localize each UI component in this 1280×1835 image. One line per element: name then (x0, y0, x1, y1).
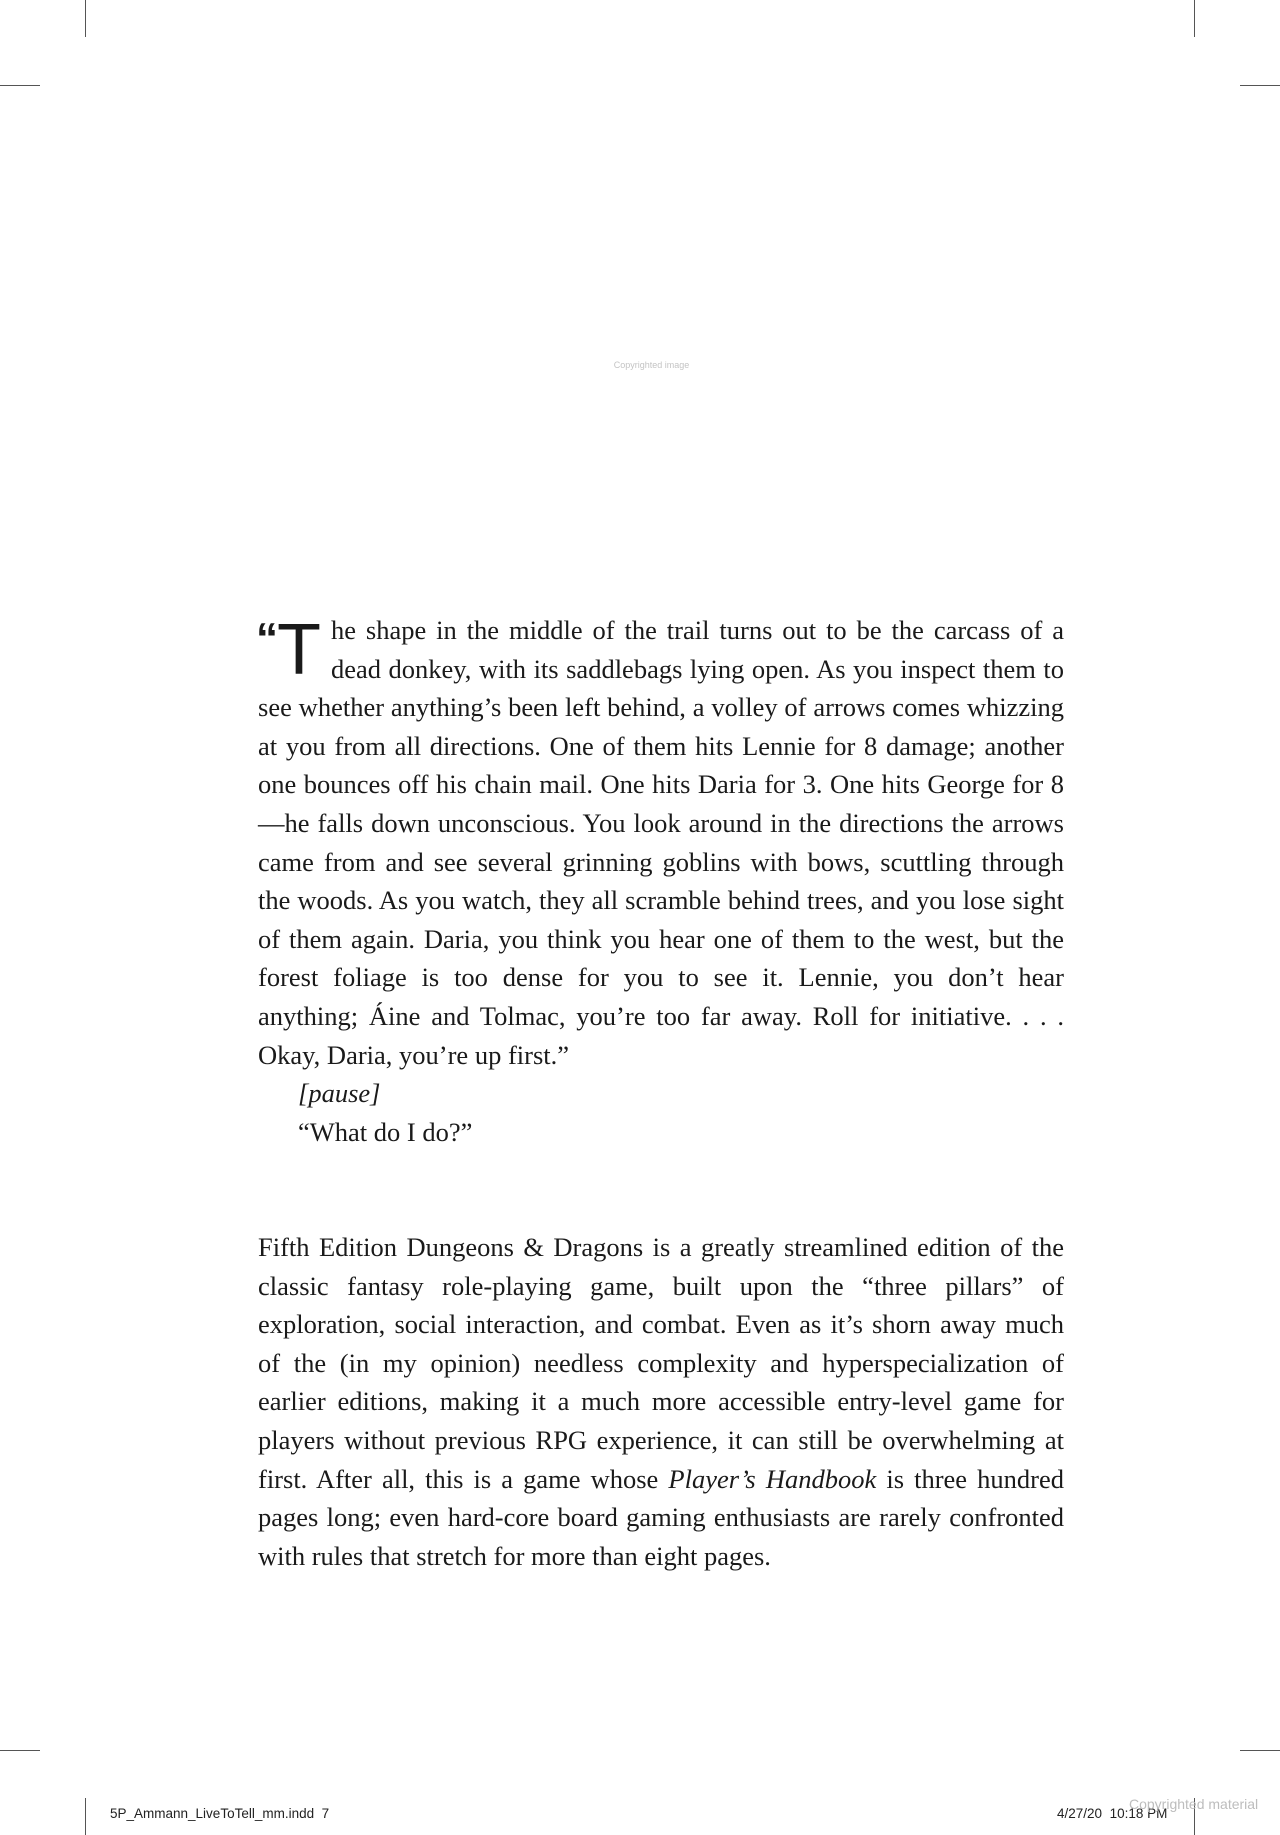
crop-mark-top-left (85, 0, 86, 37)
crop-mark-left-top (0, 85, 40, 86)
crop-mark-bottom-left (85, 1798, 86, 1835)
excerpt-block (258, 611, 1064, 1151)
image-placeholder: Copyrighted image (613, 360, 690, 370)
excerpt-paragraph: “T he shape in the middle of the trail turns out to be the carcass of a dead donkey, with its saddlebags lying open. As you inspect them to see whether anything’s been left behind, a volley of arrows comes whizzing at you from all directions. One of them hits Lennie for 8 damage; another one bounces off his chain mail. One hits Daria for 3. One hits George for 8—he falls down unconscious. You look around in the directions the arrows came from and see several grinning goblins with bows, scuttling through the woods. As you watch, they all scramble behind trees, and you lose sight of them again. Daria, you think you hear one of them to the west, but the forest foliage is too dense for you to see it. Lennie, you don’t hear anything; Áine and Tolmac, you’re too far away. Roll for initiative. . . . Okay, Daria, you’re up first.” (256, 610, 1064, 1070)
crop-mark-left-bottom (0, 1750, 40, 1751)
footer-filename: 5P_Ammann_LiveToTell_mm.indd 7 (110, 1806, 330, 1821)
body-paragraph: Fifth Edition Dungeons & Dragons is a greatly streamlined edition of the classic fantasy role-playing game, built upon the “three pillars” of exploration, social interaction, and combat. Even as it’s shorn away much of the (in my opinion) needless complexity and hyperspecialization of earlier editions, making it a much more accessible entry-level game for players without previous RPG experience, it can still be overwhelming at first. After all, this is a game whose Player’s Handbook is three hundred pages long; even hard-core board gaming enthusiasts are rarely confronted with rules that stretch for more than eight pages. (258, 1232, 1064, 1571)
body-block (258, 1228, 1064, 1575)
reply-line: “What do I do?” (298, 1116, 473, 1147)
drop-cap: “T (256, 610, 321, 690)
crop-mark-right-bottom (1240, 1750, 1280, 1751)
footer-timestamp: 4/27/20 10:18 PM (1057, 1806, 1168, 1821)
crop-mark-right-top (1240, 85, 1280, 86)
pause-note: [pause] (298, 1078, 381, 1109)
copyright-watermark: Copyrighted material (1129, 1796, 1259, 1812)
crop-mark-top-right (1194, 0, 1195, 37)
